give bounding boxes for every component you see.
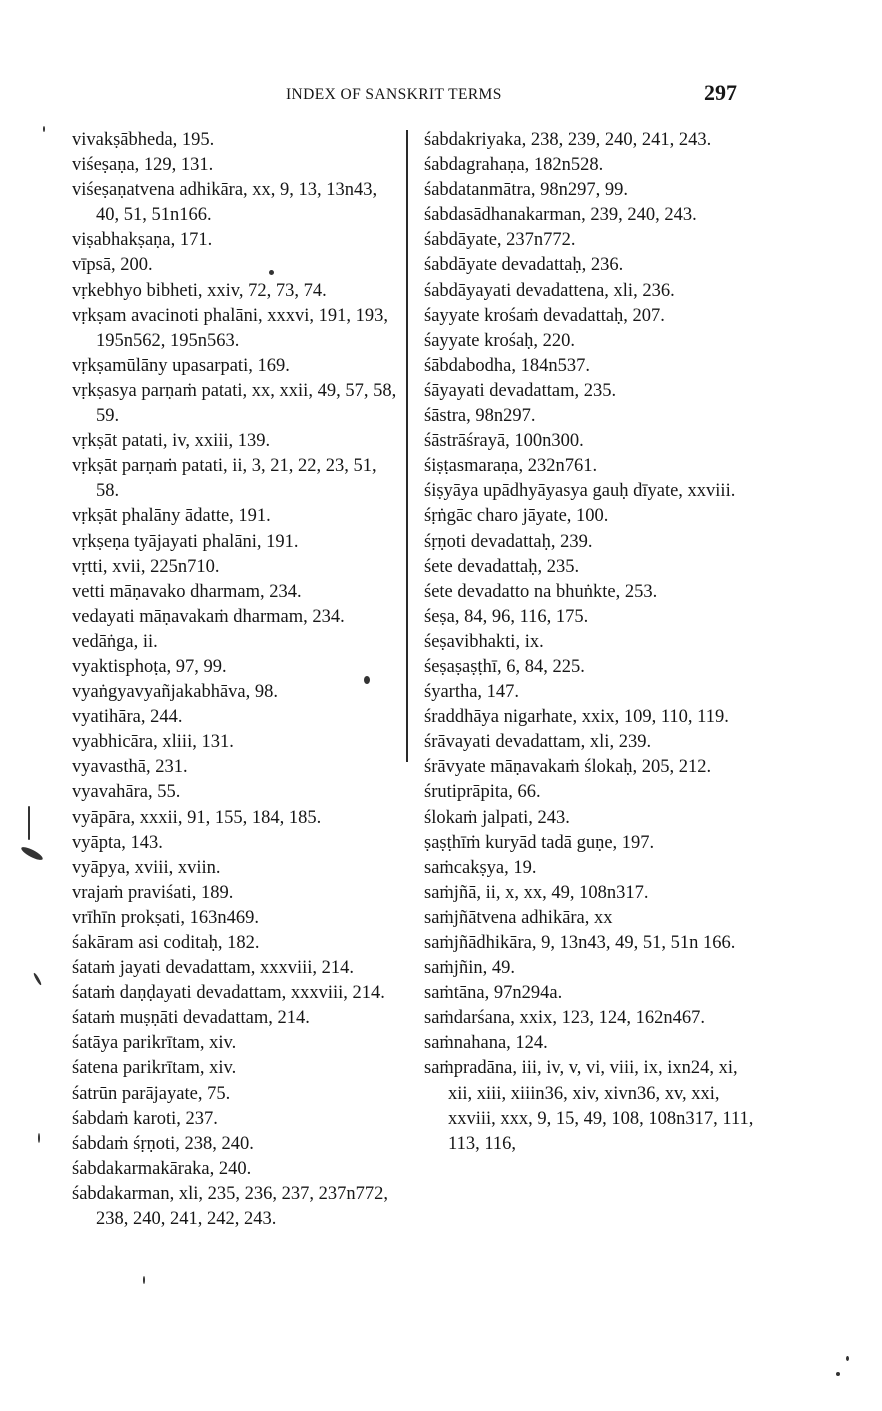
index-entry: viśeṣaṇa, 129, 131. xyxy=(72,155,214,176)
index-entry: vyaṅgyavyañjakabhāva, 98. xyxy=(72,682,278,703)
index-entry: vyatihāra, 244. xyxy=(72,707,183,728)
index-entry: śabdakriyaka, 238, 239, 240, 241, 243. xyxy=(424,130,712,150)
index-entry: ślokaṁ jalpati, 243. xyxy=(424,807,570,828)
index-entry: śrāvyate māṇavakaṁ ślokaḥ, 205, 212. xyxy=(424,757,712,778)
index-entry: vyāpya, xviii, xviin. xyxy=(72,857,221,878)
index-entry: vṛkṣāt patati, iv, xxiii, 139. xyxy=(72,431,271,452)
index-entry: vyavasthā, 231. xyxy=(72,757,188,778)
index-entry: śete devadattaḥ, 235. xyxy=(424,556,580,577)
index-entry: vetti māṇavako dharmam, 234. xyxy=(72,581,302,602)
index-entry: śṛṅgāc charo jāyate, 100. xyxy=(424,506,609,527)
index-entry: vyāpta, 143. xyxy=(72,832,163,853)
scan-mark xyxy=(28,806,30,840)
index-entry: vṛkṣāt phalāny ādatte, 191. xyxy=(72,506,271,527)
index-entry: saṁjñādhikāra, 9, 13n43, 49, 51, 51n 166. xyxy=(424,933,736,953)
index-entry: saṁnahana, 124. xyxy=(424,1033,548,1054)
index-entry: vyāpāra, xxxii, 91, 155, 184, 185. xyxy=(72,807,322,828)
index-entry: vṛkṣam avacinoti phalāni, xxxvi, 191, 193, 195n562, 195n563. xyxy=(72,305,393,351)
index-entry: viśeṣaṇatvena adhikāra, xx, 9, 13, 13n43, 40, 51, 51n166. xyxy=(72,180,382,226)
scan-mark xyxy=(836,1372,840,1376)
scan-mark xyxy=(143,1276,145,1284)
index-entry: śabdaṁ śṛṇoti, 238, 240. xyxy=(72,1133,254,1154)
index-entry: vedayati māṇavakaṁ dharmam, 234. xyxy=(72,606,345,627)
index-entry: vṛkṣasya parṇaṁ patati, xx, xxii, 49, 57, 58, 59. xyxy=(72,380,401,427)
index-entry: śrutiprāpita, 66. xyxy=(424,782,541,803)
scan-mark xyxy=(43,126,45,132)
scan-mark xyxy=(38,1133,40,1143)
index-entry: vyaktisphoṭa, 97, 99. xyxy=(72,656,227,677)
index-entry: vṛkebhyo bibheti, xxiv, 72, 73, 74. xyxy=(72,280,327,301)
index-entry: saṁjñā, ii, x, xx, 49, 108n317. xyxy=(424,882,649,903)
index-entry: ṣaṣṭhīṁ kuryād tadā guṇe, 197. xyxy=(424,832,655,853)
index-entry: saṁjñātvena adhikāra, xx xyxy=(424,907,613,928)
index-entry: śatrūn parājayate, 75. xyxy=(72,1083,231,1104)
index-entry: śatena parikrītam, xiv. xyxy=(72,1058,237,1079)
index-entry: vīpsā, 200. xyxy=(72,255,153,276)
index-entry: śyartha, 147. xyxy=(424,682,520,703)
scan-mark xyxy=(846,1356,849,1361)
index-entry: śete devadatto na bhuṅkte, 253. xyxy=(424,581,658,602)
index-entry: vrīhīn prokṣati, 163n469. xyxy=(72,907,260,928)
index-entry: saṁcakṣya, 19. xyxy=(424,857,537,878)
index-entry: śabdāyayati devadattena, xli, 236. xyxy=(424,280,675,301)
index-entry: śāstrāśrayā, 100n300. xyxy=(424,431,584,452)
index-column-left xyxy=(72,128,402,1232)
index-entry: śakāram asi coditaḥ, 182. xyxy=(72,933,260,953)
index-entry: śiṣṭasmaraṇa, 232n761. xyxy=(424,456,598,477)
index-entry: śabdāyate devadattaḥ, 236. xyxy=(424,255,624,276)
index-entry: śeṣa, 84, 96, 116, 175. xyxy=(424,606,589,627)
index-entry: vyabhicāra, xliii, 131. xyxy=(72,732,234,753)
scan-mark xyxy=(364,676,370,684)
index-entry: saṁtāna, 97n294a. xyxy=(424,983,563,1004)
index-entry: śabdakarman, xli, 235, 236, 237, 237n772, 238, 240, 241, 242, 243. xyxy=(72,1183,393,1230)
index-entry: śayyate krośaḥ, 220. xyxy=(424,330,576,351)
index-entry: vrajaṁ praviśati, 189. xyxy=(72,882,234,903)
index-entry: vṛkṣamūlāny upasarpati, 169. xyxy=(72,355,290,376)
scan-mark xyxy=(33,972,43,986)
index-entry: saṁpradāna, iii, iv, v, vi, viii, ix, ixn24, xi, xii, xiii, xiiin36, xiv, xivn36, xv, xxi, xxviii, xxx, 9, 15, 49, 108, 108n317, 111, 113, 116, xyxy=(424,1058,759,1154)
index-entry: saṁjñin, 49. xyxy=(424,958,515,979)
index-column-right xyxy=(424,128,760,1157)
index-entry: śiṣyāya upādhyāyasya gauḥ dīyate, xxviii. xyxy=(424,481,736,502)
index-entry: vedāṅga, ii. xyxy=(72,631,158,652)
index-entry: śabdakarmakāraka, 240. xyxy=(72,1158,252,1179)
index-entry: vṛkṣāt parṇaṁ patati, ii, 3, 21, 22, 23, 51, 58. xyxy=(72,456,382,502)
index-entry: śeṣaṣaṣṭhī, 6, 84, 225. xyxy=(424,656,585,677)
column-divider xyxy=(406,130,408,762)
index-entry: vṛkṣeṇa tyājayati phalāni, 191. xyxy=(72,531,299,552)
index-entry: śayyate krośaṁ devadattaḥ, 207. xyxy=(424,305,665,326)
index-entry: vivakṣābheda, 195. xyxy=(72,130,215,150)
index-entry: śataṁ jayati devadattam, xxxviii, 214. xyxy=(72,958,355,979)
index-entry: śābdabodha, 184n537. xyxy=(424,355,590,376)
index-entry: viṣabhakṣaṇa, 171. xyxy=(72,230,213,251)
index-entry: śatāya parikrītam, xiv. xyxy=(72,1033,237,1054)
scan-mark xyxy=(269,270,274,275)
index-entry: śāyayati devadattam, 235. xyxy=(424,380,617,401)
index-entry: śabdasādhanakarman, 239, 240, 243. xyxy=(424,205,697,226)
index-entry: śeṣavibhakti, ix. xyxy=(424,631,544,652)
index-entry: śataṁ muṣṇāti devadattam, 214. xyxy=(72,1008,310,1029)
index-entry: vṛtti, xvii, 225n710. xyxy=(72,556,220,577)
index-entry: saṁdarśana, xxix, 123, 124, 162n467. xyxy=(424,1008,706,1029)
index-entry: śataṁ daṇḍayati devadattam, xxxviii, 214. xyxy=(72,983,385,1004)
index-entry: śṛṇoti devadattaḥ, 239. xyxy=(424,531,593,552)
index-entry: vyavahāra, 55. xyxy=(72,782,181,803)
index-entry: śraddhāya nigarhate, xxix, 109, 110, 119. xyxy=(424,707,729,728)
index-entry: śrāvayati devadattam, xli, 239. xyxy=(424,732,652,753)
page-number: 297 xyxy=(704,80,737,105)
index-entry: śabdaṁ karoti, 237. xyxy=(72,1108,218,1129)
scan-mark xyxy=(20,845,44,862)
index-entry: śabdatanmātra, 98n297, 99. xyxy=(424,180,628,201)
index-entry: śāstra, 98n297. xyxy=(424,406,536,427)
index-entry: śabdagrahaṇa, 182n528. xyxy=(424,155,604,176)
index-entry: śabdāyate, 237n772. xyxy=(424,230,576,251)
running-head: INDEX OF SANSKRIT TERMS xyxy=(286,86,502,103)
